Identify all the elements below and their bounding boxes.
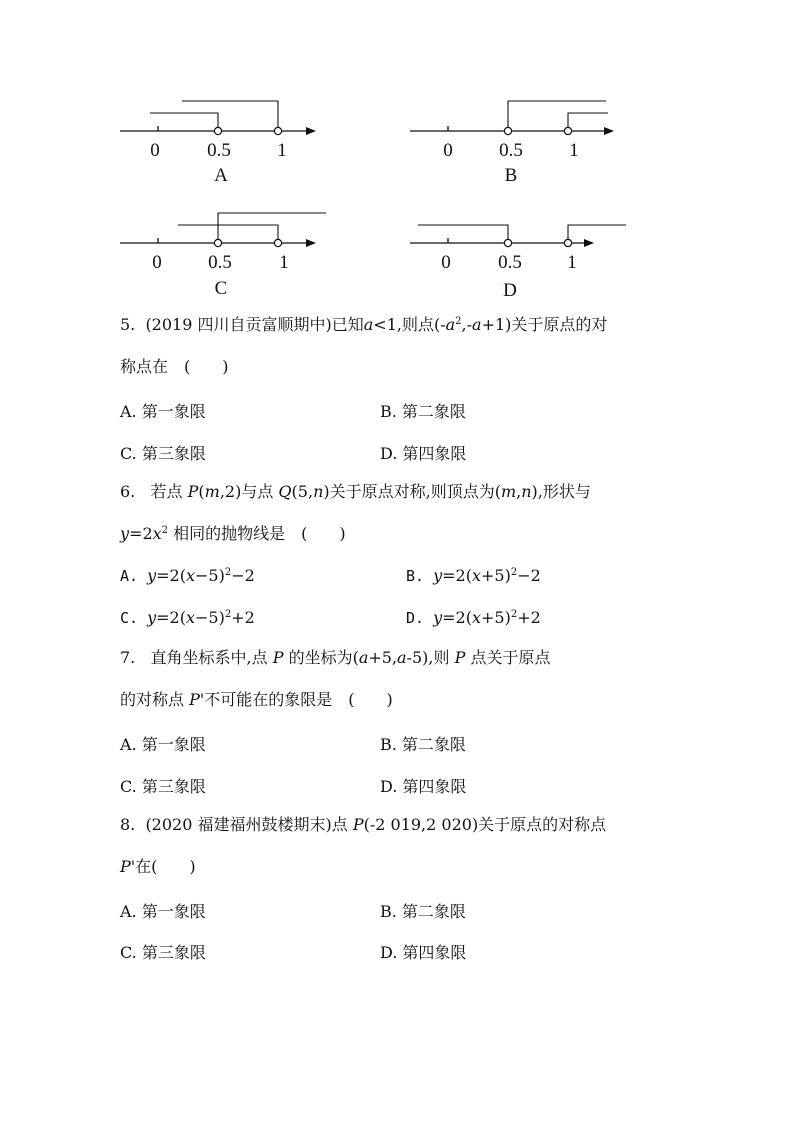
tick-label-0-5: 0.5 xyxy=(499,140,523,161)
q7-line1: 7. 直角坐标系中,点 P 的坐标为(a+5,a-5),则 P 点关于原点 xyxy=(120,648,551,667)
q5-option-a: A. 第一象限 xyxy=(120,402,206,421)
tick-label-0: 0 xyxy=(152,252,162,273)
question-number: 6. xyxy=(120,482,136,501)
figure-caption: D xyxy=(503,280,517,301)
number-line-a xyxy=(110,92,320,192)
tick-label-0: 0 xyxy=(443,140,453,161)
q5-option-d: D. 第四象限 xyxy=(380,444,467,463)
q6-line2: $y=2x^2$ 相同的抛物线是 ( ) xyxy=(120,524,346,543)
tick-label-0-5: 0.5 xyxy=(207,140,231,161)
q8-option-a: A. 第一象限 xyxy=(120,902,206,921)
q6-option-c: C. $y=2(x-5)^2+2$ xyxy=(120,608,255,627)
figure-caption: C xyxy=(214,278,228,299)
tick-label-1: 1 xyxy=(279,252,289,273)
q7-option-d: D. 第四象限 xyxy=(380,777,467,796)
figure-caption: A xyxy=(214,165,228,186)
q7-line2: 的对称点 P'不可能在的象限是 ( ) xyxy=(120,690,393,709)
q7-option-a: A. 第一象限 xyxy=(120,735,206,754)
tick-label-0-5: 0.5 xyxy=(498,252,522,273)
figure-caption: B xyxy=(504,165,518,186)
q5-option-b: B. 第二象限 xyxy=(380,402,466,421)
q8-line2: P'在( ) xyxy=(120,857,196,876)
q8-option-b: B. 第二象限 xyxy=(380,902,466,921)
q6-option-d: D. $y=2(x+5)^2+2$ xyxy=(406,608,541,627)
tick-label-1: 1 xyxy=(277,140,287,161)
q8-line1: 8. (2020 福建福州鼓楼期末)点 P(-2 019,2 020)关于原点的对称点 xyxy=(120,815,607,834)
question-number: 7. xyxy=(120,648,136,667)
q5-option-c: C. 第三象限 xyxy=(120,444,206,463)
q7-option-c: C. 第三象限 xyxy=(120,777,206,796)
tick-label-0: 0 xyxy=(441,252,451,273)
number-line-c xyxy=(110,204,340,304)
question-number: 5. xyxy=(120,315,136,334)
q5-line1: 5. (2019 四川自贡富顺期中)已知a<1,则点$(-a^2,-a+1)$关于原点的对 xyxy=(120,315,608,334)
number-line-b xyxy=(400,92,630,192)
tick-label-1: 1 xyxy=(569,140,579,161)
q8-option-d: D. 第四象限 xyxy=(380,943,467,962)
tick-label-0-5: 0.5 xyxy=(208,252,232,273)
q5-line2: 称点在 ( ) xyxy=(120,357,229,376)
q6-option-a: A. $y=2(x-5)^2-2$ xyxy=(120,566,255,585)
question-number: 8. xyxy=(120,815,136,834)
tick-label-1: 1 xyxy=(567,252,577,273)
tick-label-0: 0 xyxy=(150,140,160,161)
q6-option-b: B. $y=2(x+5)^2-2$ xyxy=(406,566,541,585)
q7-option-b: B. 第二象限 xyxy=(380,735,466,754)
number-line-d xyxy=(400,204,630,304)
q8-option-c: C. 第三象限 xyxy=(120,943,206,962)
q6-line1: 6. 若点 P(m,2)与点 Q(5,n)关于原点对称,则顶点为(m,n),形状与 xyxy=(120,482,591,501)
